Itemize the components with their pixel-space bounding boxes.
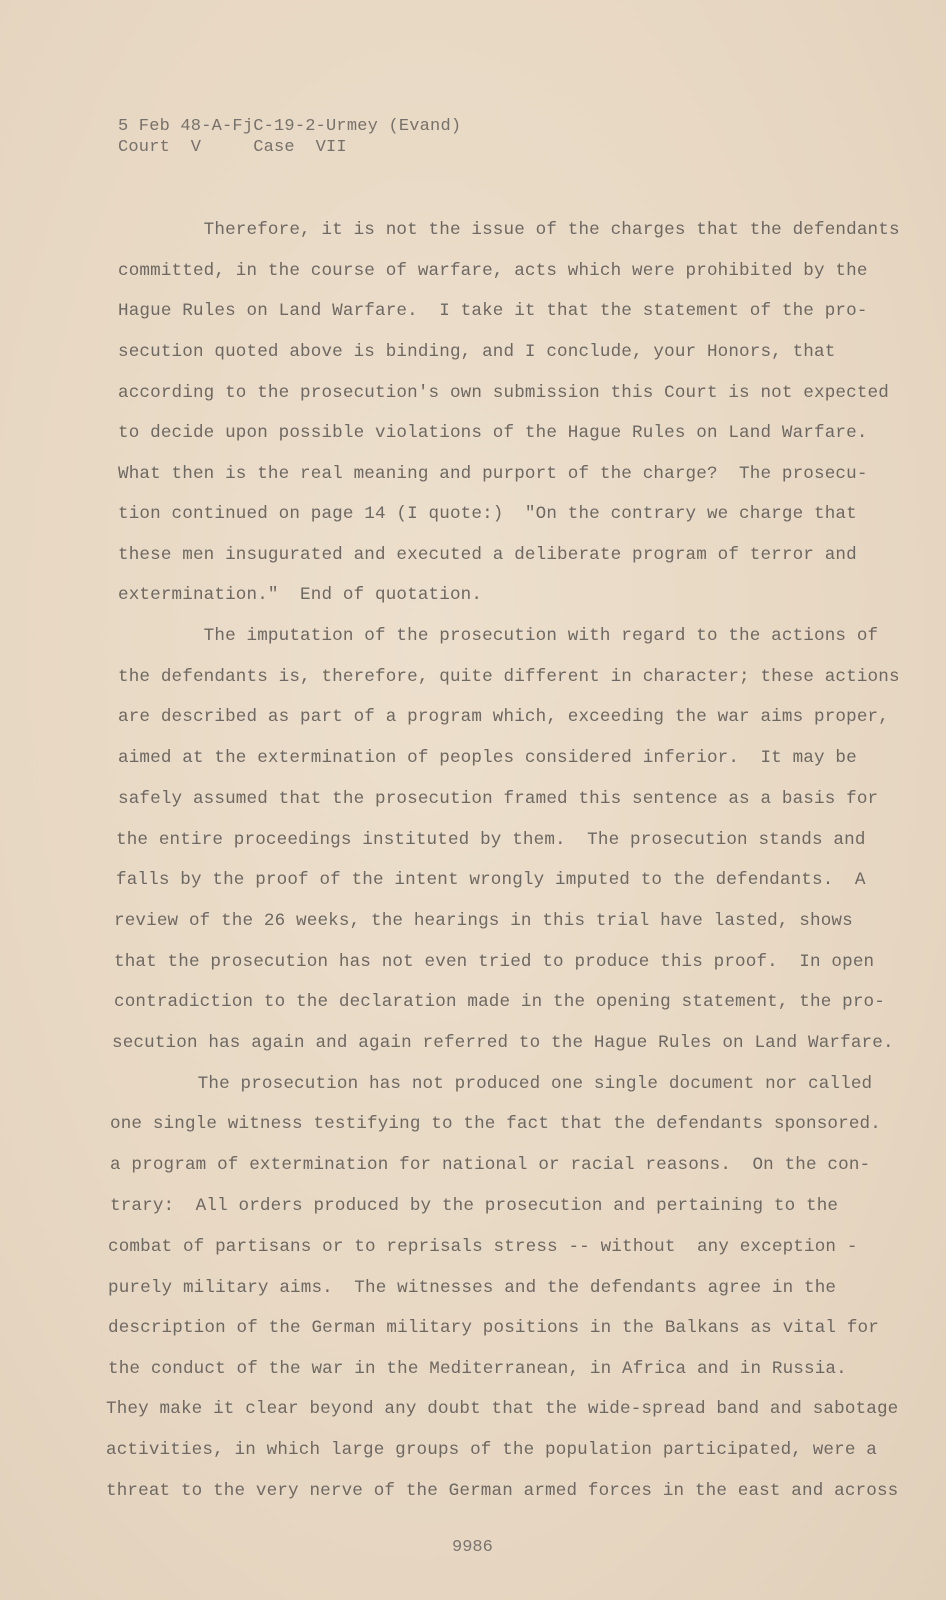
text-line: secution quoted above is binding, and I conclude, your Honors, that [118, 342, 836, 362]
text-line: are described as part of a program which, exceeding the war aims proper, [118, 707, 889, 727]
header-court-case-line: Court V Case VII [118, 138, 347, 157]
text-line: threat to the very nerve of the German armed forces in the east and across [106, 1481, 899, 1501]
text-line: description of the German military positions in the Balkans as vital for [108, 1318, 879, 1338]
text-line: a program of extermination for national or racial reasons. On the con- [110, 1155, 871, 1175]
text-line: trary: All orders produced by the prosecution and pertaining to the [110, 1196, 839, 1216]
text-line: aimed at the extermination of peoples considered inferior. It may be [118, 748, 857, 768]
text-line: to decide upon possible violations of the Hague Rules on Land Warfare. [118, 423, 868, 443]
text-line: extermination." End of quotation. [118, 585, 483, 605]
text-line: What then is the real meaning and purport of the charge? The prosecu- [118, 464, 868, 484]
text-line: They make it clear beyond any doubt that the wide-spread band and sabotage [106, 1399, 899, 1419]
text-line: the defendants is, therefore, quite different in character; these actions [118, 667, 900, 687]
text-line: committed, in the course of warfare, acts which were prohibited by the [118, 261, 868, 281]
text-line: activities, in which large groups of the population participated, were a [106, 1440, 877, 1460]
text-line: purely military aims. The witnesses and the defendants agree in the [108, 1278, 837, 1298]
text-line: combat of partisans or to reprisals stress -- without any exception - [108, 1237, 858, 1257]
text-line: that the prosecution has not even tried to produce this proof. In open [114, 952, 875, 972]
text-line: these men insugurated and executed a deliberate program of terror and [118, 545, 857, 565]
text-line: according to the prosecution's own submission this Court is not expected [118, 383, 889, 403]
text-line: the entire proceedings instituted by them. The prosecution stands and [116, 830, 866, 850]
text-line: review of the 26 weeks, the hearings in this trial have lasted, shows [114, 911, 853, 931]
text-line: falls by the proof of the intent wrongly imputed to the defendants. A [116, 870, 866, 890]
header-reference-line: 5 Feb 48-A-FjC-19-2-Urmey (Evand) [118, 117, 462, 136]
text-line: secution has again and again referred to the Hague Rules on Land Warfare. [112, 1033, 894, 1053]
text-line: contradiction to the declaration made in the opening statement, the pro- [114, 992, 885, 1012]
text-line: the conduct of the war in the Mediterranean, in Africa and in Russia. [108, 1359, 847, 1379]
text-line: The prosecution has not produced one single document nor called [112, 1074, 873, 1094]
text-line: safely assumed that the prosecution framed this sentence as a basis for [118, 789, 879, 809]
text-line: one single witness testifying to the fact that the defendants sponsored. [110, 1114, 881, 1134]
page-number: 9986 [452, 1538, 493, 1557]
text-line: Therefore, it is not the issue of the charges that the defendants [118, 220, 900, 240]
text-line: tion continued on page 14 (I quote:) "On the contrary we charge that [118, 504, 857, 524]
document-header [118, 116, 461, 158]
text-line: Hague Rules on Land Warfare. I take it that the statement of the pro- [118, 301, 868, 321]
text-line: The imputation of the prosecution with regard to the actions of [118, 626, 879, 646]
